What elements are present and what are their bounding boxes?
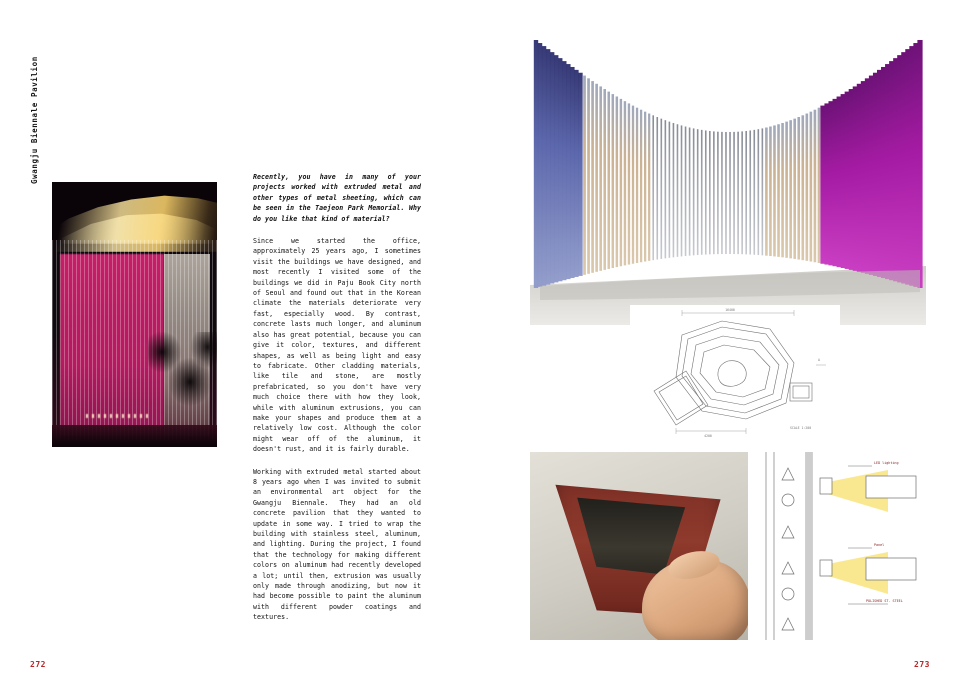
construction-detail-svg	[748, 452, 926, 640]
detail-label-finish: POLISHED ST. STEEL	[866, 599, 903, 603]
interview-answer-1: Since we started the office, approximately 25 years ago, I sometimes visit the buildings we have designed, and most recently I visited some of the buildings we did in Paju Book City north of Seoul and found out that in the Korean climate the materials deteriorate very fast, especially wood. By contrast, concrete lasts much longer, and aluminum also has great potential, because you can give it color, textures, and different shapes, as well as being light and easy to fabricate. Other cladding materials, like tile and stone, are mostly prefabricated, so you don't have very much choice there with how they look, while with aluminum extrusions, you can make your shapes and produce them at a relatively low cost. Although the color might wear off of the aluminum, it doesn't rust, and it is fairly durable.	[253, 237, 421, 454]
interview-question: Recently, you have in many of your projects worked with extruded metal and other types of metal sheeting, which can be seen in the Taejeon Park Memorial. Why do you like that kind of material?	[253, 173, 421, 223]
photo-trees	[148, 332, 217, 432]
folio-left: 272	[30, 660, 46, 669]
night-facade-photo	[52, 182, 217, 447]
colored-fins-pavilion-photo	[530, 30, 926, 325]
octagonal-plan-drawing	[630, 305, 840, 440]
detail-label-panel: Panel	[874, 543, 885, 547]
plan-dim-bottom: 4200	[704, 434, 712, 438]
detail-label-led: LED lighting	[874, 461, 899, 465]
plan-note-right: A	[818, 358, 820, 362]
folio-right: 273	[914, 660, 930, 669]
photo-ground-lights	[86, 414, 148, 418]
interview-answer-2: Working with extruded metal started about 8 years ago when I was invited to submit an environmental art object for the Gwangju Biennale. They had an old concrete pavilion that they wanted to update in some way. I tried to wrap the building with stainless steel, aluminum, and lighting. During the project, I found that the technology for making different colors on aluminum had recently developed a lot; until then, extrusion was usually only made through anodizing, but now it had become possible to paint the aluminum with different powder coatings and textures.	[253, 467, 421, 622]
detail-photo-left	[530, 452, 748, 640]
photo-ground	[52, 425, 217, 447]
detail-photo-right	[748, 452, 926, 640]
interview-text-column	[253, 172, 421, 635]
plan-scale-note: SCALE 1:200	[790, 426, 812, 430]
fins-illustration	[530, 30, 926, 325]
running-head: Gwangju Biennale Pavilion	[30, 56, 39, 184]
aluminum-extrusion-detail-photo	[530, 452, 926, 640]
plan-svg	[630, 305, 840, 440]
plan-dim-top: 16400	[725, 308, 735, 312]
